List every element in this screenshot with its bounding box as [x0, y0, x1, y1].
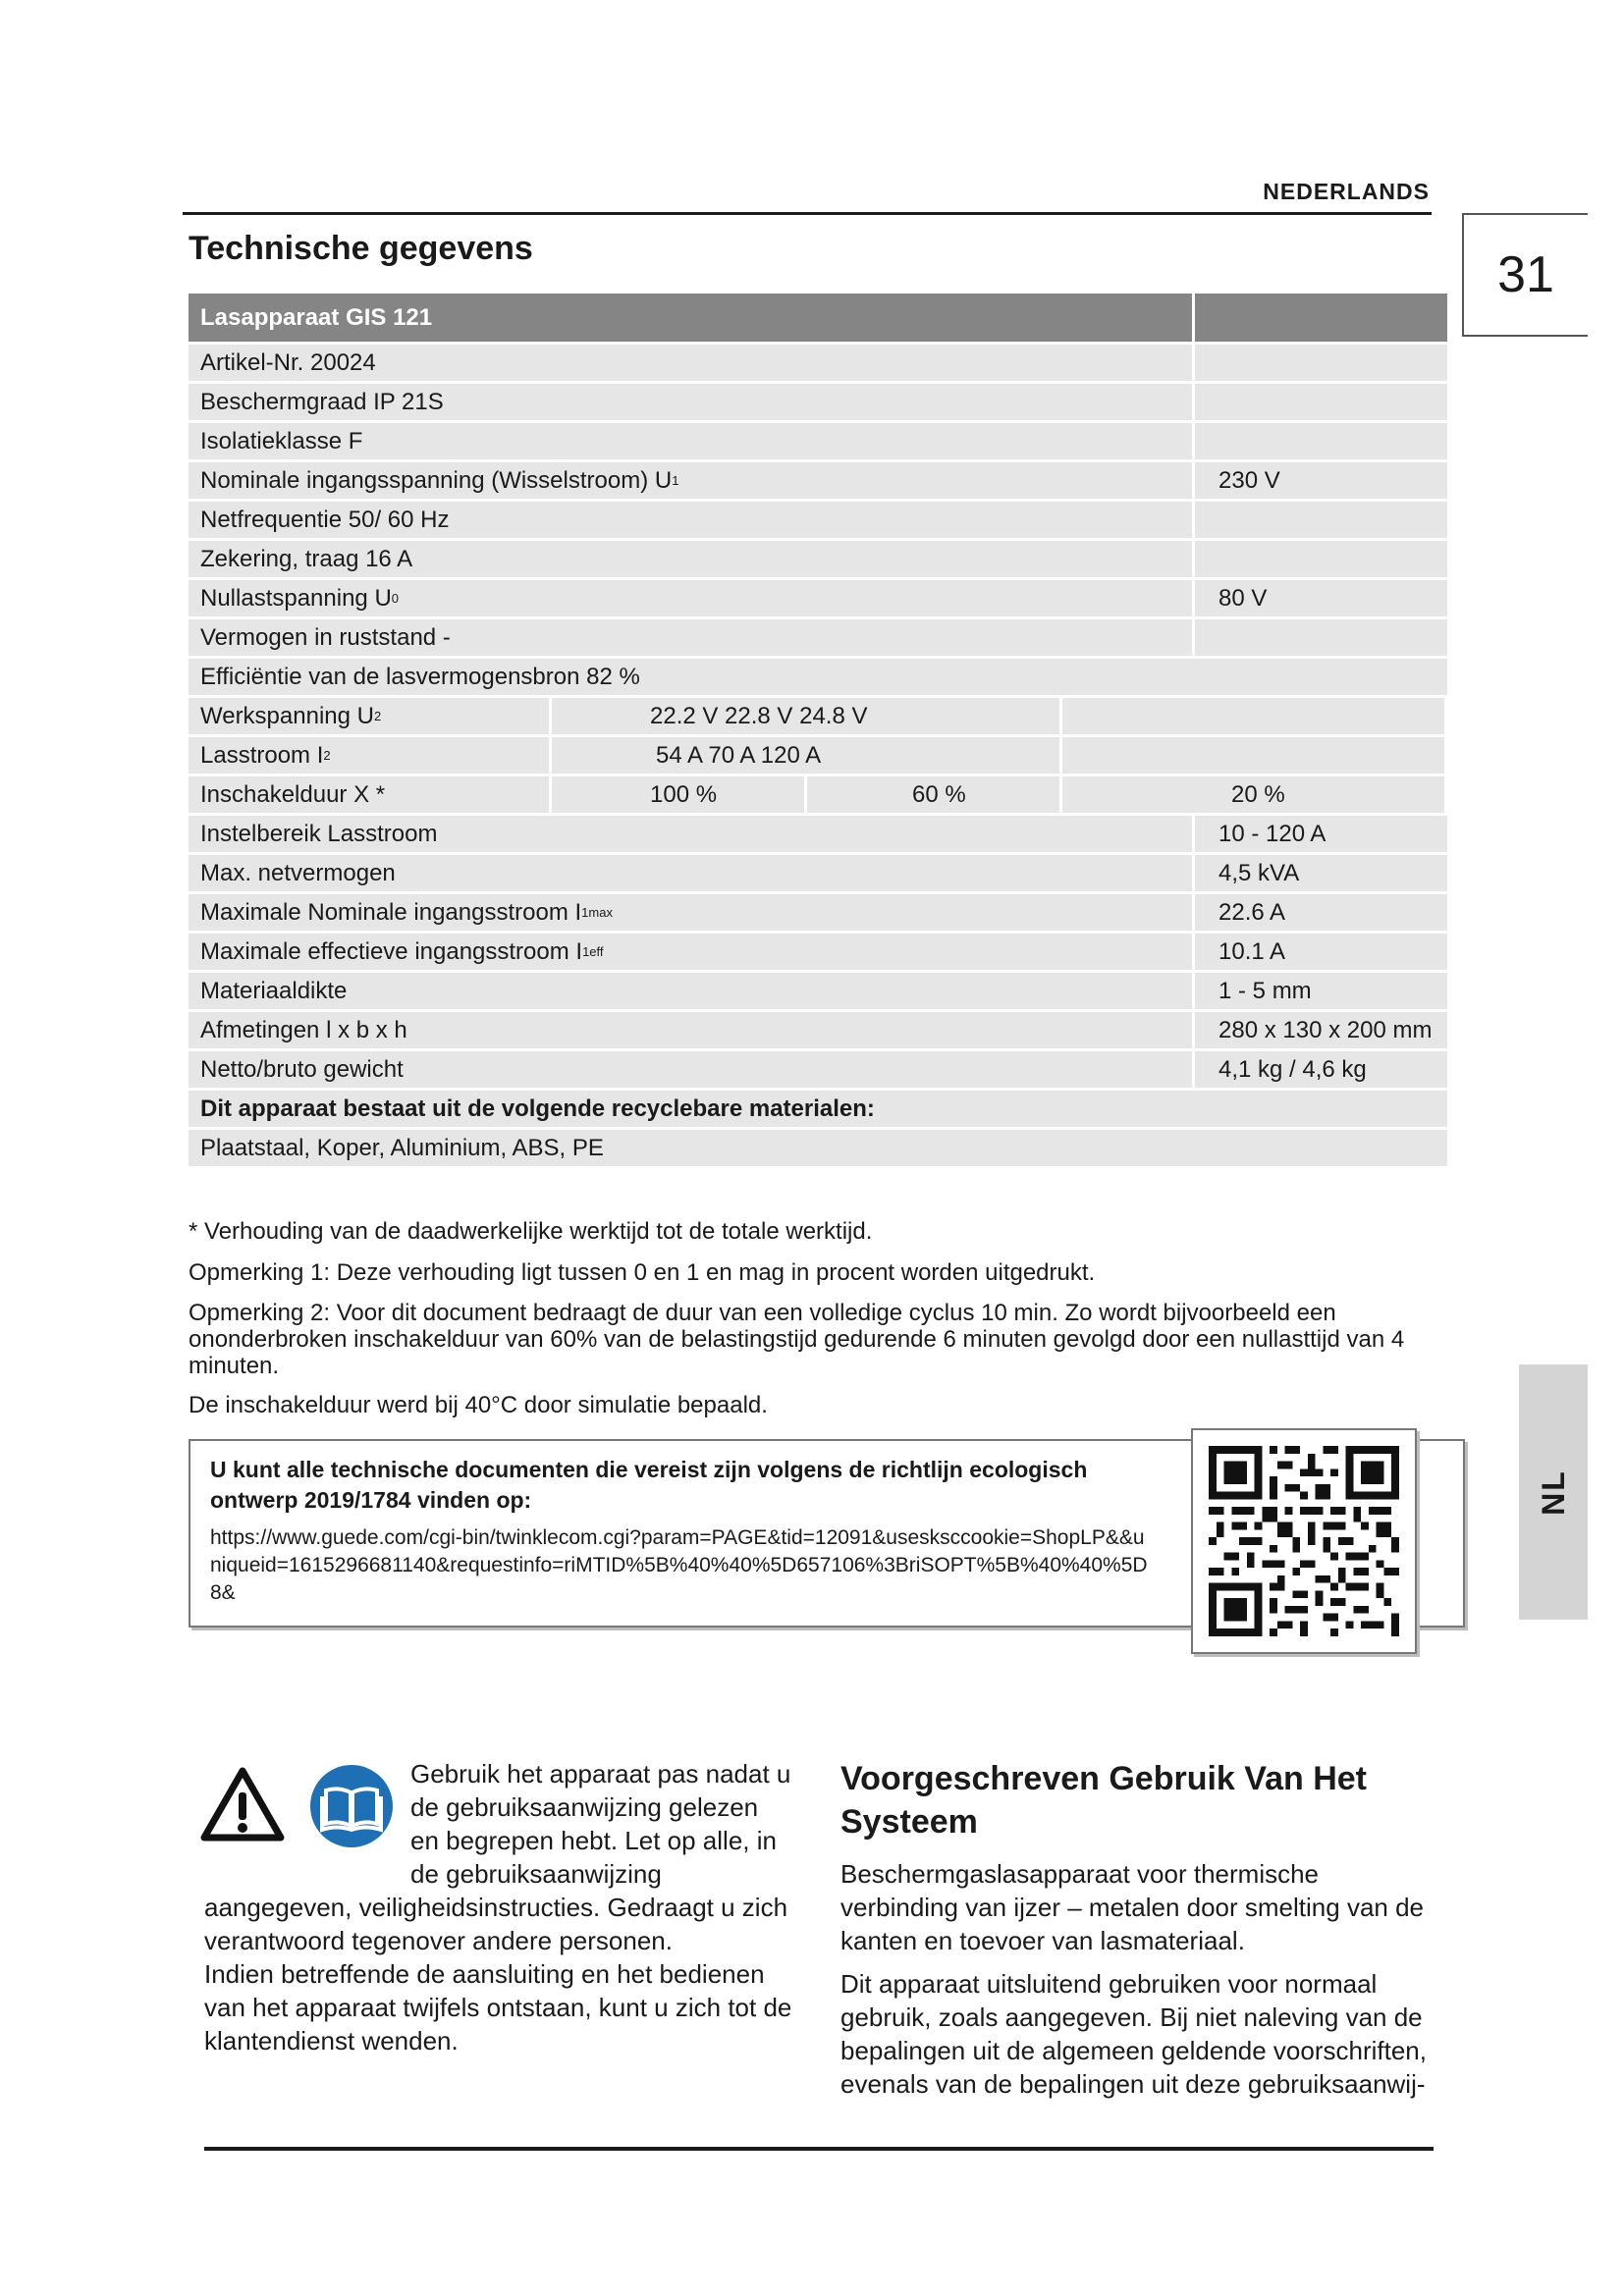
footnote: * Verhouding van de daadwerkelijke werktijd tot de totale werktijd. — [189, 1218, 873, 1245]
table-row-value — [1195, 384, 1447, 420]
table-row-label: Instelbereik Lasstroom — [189, 816, 1192, 852]
table-row-label: Zekering, traag 16 A — [189, 541, 1192, 577]
table-row-label: Maximale Nominale ingangsstroom I 1max — [189, 894, 1192, 931]
qr-code-icon[interactable] — [1209, 1446, 1399, 1636]
table-row-label: Inschakelduur X * — [189, 776, 549, 813]
table-row-value: 54 A 70 A 120 A — [552, 737, 1059, 774]
table-row-value — [1062, 698, 1444, 734]
table-row-label: Nominale ingangsspanning (Wisselstroom) U 1 — [189, 462, 1192, 499]
table-header-value — [1195, 294, 1447, 342]
safety-paragraph-2: Indien betreffende de aansluiting en het bedienen van het apparaat twijfels ontstaan, kunt u zich tot de klantendienst wenden. — [204, 1959, 792, 2056]
table-row-value: 4,5 kVA — [1195, 855, 1447, 891]
table-row-label: Nullastspanning U 0 — [189, 580, 1192, 616]
table-header: Lasapparaat GIS 121 — [189, 294, 1192, 342]
table-row-label: Vermogen in ruststand - — [189, 619, 1192, 656]
table-row-value: 10.1 A — [1195, 934, 1447, 970]
language-header: NEDERLANDS — [1263, 179, 1430, 204]
table-row-value — [1062, 737, 1444, 774]
table-row-label: Netto/bruto gewicht — [189, 1051, 1192, 1088]
document-url-link[interactable]: https://www.guede.com/cgi-bin/twinklecom.cgi?param=PAGE&tid=12091&usesksccookie=ShopLP&&uniqueid=1615296681140&requestinfo=riMTID%5B%40%40%5D657106%3BriSOPT%5B%40%40%5D8& — [210, 1526, 1148, 1604]
remark-1: Opmerking 1: Deze verhouding ligt tussen 0 en 1 en mag in procent worden uitgedrukt. — [189, 1259, 1096, 1286]
duty-cycle-60: 60 % — [807, 776, 1059, 813]
simulation-note: De inschakelduur werd bij 40°C door simulatie bepaald. — [189, 1392, 768, 1418]
duty-cycle-20: 20 % — [1062, 776, 1444, 813]
safety-text — [204, 1757, 793, 2057]
intended-use-paragraph-2: Dit apparaat uitsluitend gebruiken voor normaal gebruik, zoals aangegeven. Bij niet naleving van de bepalingen uit de algemeen geldende voorschriften, evenals van de bepalingen uit deze gebruiksaanwij- — [840, 1969, 1427, 2099]
materials-list: Plaatstaal, Koper, Aluminium, ABS, PE — [189, 1130, 1447, 1166]
table-row-label: Lasstroom I 2 — [189, 737, 549, 774]
table-row-value — [1195, 619, 1447, 656]
table-row-label: Max. netvermogen — [189, 855, 1192, 891]
table-row-label: Beschermgraad IP 21S — [189, 384, 1192, 420]
remark-2: Opmerking 2: Voor dit document bedraagt de duur van een volledige cyclus 10 min. Zo wordt bijvoorbeeld een ononderbroken inschakelduur van 60% van de belastingstijd gedurende 6 minuten gevolgd door een nullasttijd van 4 minuten. — [189, 1300, 1405, 1379]
table-row-value — [1195, 541, 1447, 577]
table-row-label: Isolatieklasse F — [189, 423, 1192, 459]
table-row-label: Maximale effectieve ingangsstroom I 1eff — [189, 934, 1192, 970]
table-row-value: 10 - 120 A — [1195, 816, 1447, 852]
safety-paragraph-1: Gebruik het apparaat pas nadat u de gebruiksaanwijzing gelezen en begrepen hebt. Let op alle, in de gebruiksaanwijzing aangegeven, veiligheidsinstructies. Gedraagt u zich verantwoord tegenover andere personen. — [204, 1759, 791, 1955]
notes — [189, 1217, 1426, 1432]
table-row-value: 80 V — [1195, 580, 1447, 616]
table-row-value: 22.2 V 22.8 V 24.8 V — [552, 698, 1059, 734]
intended-use-paragraph-1: Beschermgaslasapparaat voor thermische verbinding van ijzer – metalen door smelting van de kanten en toevoer van lasmateriaal. — [840, 1859, 1425, 1955]
intended-use-text — [840, 1857, 1430, 2110]
table-row-label: Netfrequentie 50/ 60 Hz — [189, 502, 1192, 538]
table-row-label: Artikel-Nr. 20024 — [189, 345, 1192, 381]
table-row-label: Efficiëntie van de lasvermogensbron 82 % — [189, 659, 1447, 695]
table-row-label: Afmetingen l x b x h — [189, 1012, 1192, 1048]
table-row-value: 1 - 5 mm — [1195, 973, 1447, 1009]
spec-table — [189, 294, 1447, 1169]
table-row-label: Materiaaldikte — [189, 973, 1192, 1009]
duty-cycle-100: 100 % — [552, 776, 804, 813]
section-title: Technische gegevens — [189, 230, 533, 267]
header-rule — [183, 212, 1432, 215]
language-side-tab: NL — [1519, 1364, 1588, 1620]
table-row-value: 4,1 kg / 4,6 kg — [1195, 1051, 1447, 1088]
table-row-value — [1195, 345, 1447, 381]
table-row-value — [1195, 502, 1447, 538]
info-heading: U kunt alle technische documenten die vereist zijn volgens de richtlijn ecologisch ontwerp 2019/1784 vinden op: — [210, 1457, 1088, 1513]
footer-rule — [204, 2147, 1434, 2151]
table-row-value: 22.6 A — [1195, 894, 1447, 931]
table-row-value: 230 V — [1195, 462, 1447, 499]
page-number: 31 — [1462, 213, 1588, 337]
intended-use-title: Voorgeschreven Gebruik Van Het Systeem — [840, 1760, 1367, 1841]
materials-heading: Dit apparaat bestaat uit de volgende recyclebare materialen: — [189, 1091, 1447, 1127]
table-row-value — [1195, 423, 1447, 459]
table-row-value: 280 x 130 x 200 mm — [1195, 1012, 1447, 1048]
table-row-label: Werkspanning U 2 — [189, 698, 549, 734]
